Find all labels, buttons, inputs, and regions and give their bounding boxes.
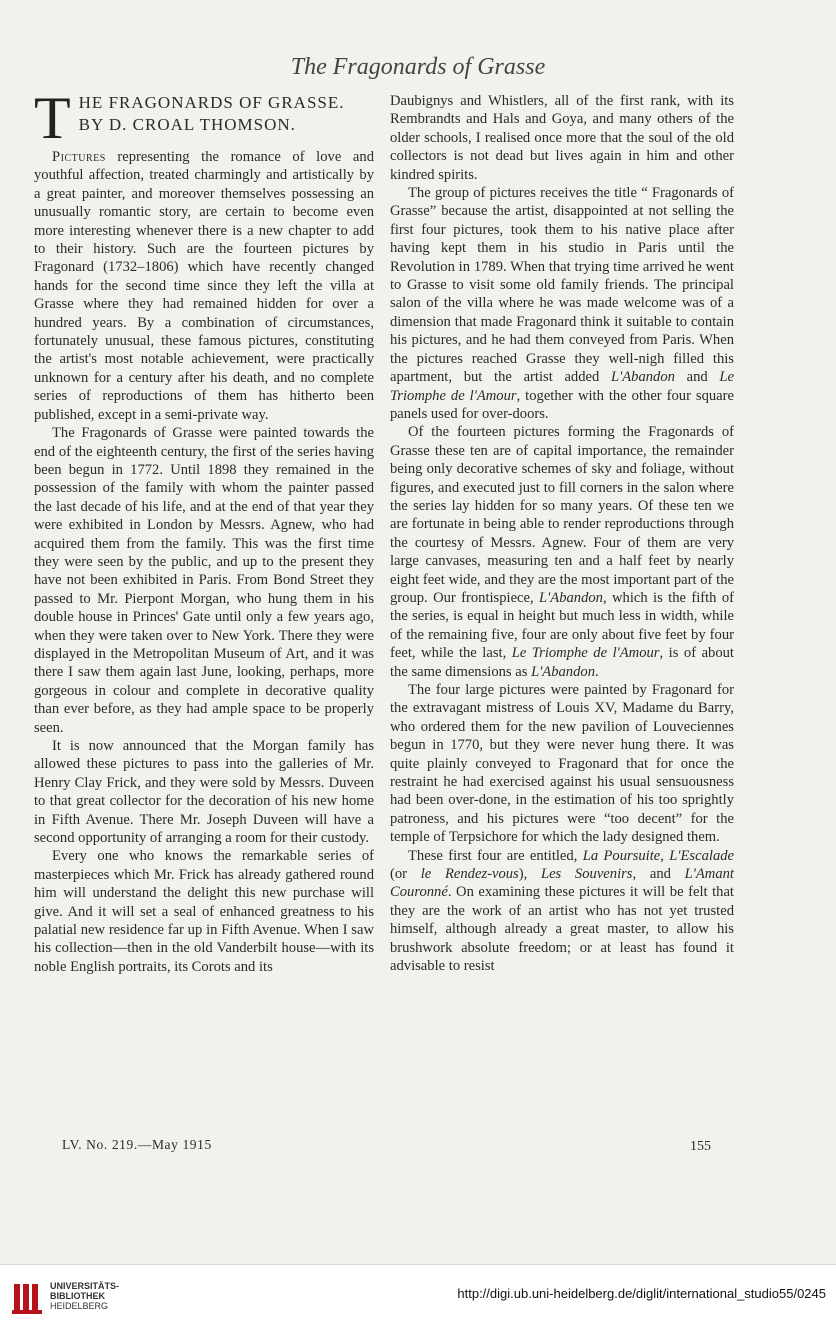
drop-cap: T: [34, 85, 71, 151]
source-url-link[interactable]: http://digi.ub.uni-heidelberg.de/diglit/international_studio55/0245: [457, 1286, 826, 1301]
paragraph: [34, 148, 374, 424]
title-italic: Les Souvenirs: [540, 866, 633, 883]
title-italic: Le Triomphe de l'Amour: [511, 645, 660, 662]
right-column: [390, 92, 734, 976]
library-logo-icon: [12, 1280, 42, 1316]
paragraph-text: The group of pictures receives the title “ Fragonards of Grasse” because the artist, disappointed at not selling the first four pictures, took them to his native place after having kept them in his studio in Paris until the Revolution in 1789. When that trying time arrived he went to Grasse to visit some old family friends. The principal salon of the villa where he was made welcome was of a dimension that made Fragonard think it suitable to contain his pictures, and he had them conveyed from Paris. When the pictures reached Grasse they well-nigh filled this apartment, but the artist added: [390, 185, 734, 386]
paragraph: These first four are entitled, La Poursuite, L'Escalade (or le Rendez-vous), Les Souvenirs, and L'Amant Couronné. On examining these pictures it will be felt that they are the work of an artist who has not yet trusted himself, although already a great master, to allow his brushwork absolute freedom; or at least has found it advisable to resist: [390, 847, 735, 975]
paragraph-text: representing the romance of love and youthful affection, treated charmingly and artistically by a great painter, and moreover themselves possessing an unusually romantic story, are certain to become even more interesting whenever there is a new chapter to add to their history. Such are the fourteen pictures by Fragonard (1732–1806) which have recently changed hands for the second time since they left the villa at Grasse where they had remained hidden for over a hundred years. By a combination of circumstances, fortunately unusual, these famous pictures, constituting the artist's most notable achievement, were practically unknown for a century after his death, and no complete series of reproductions of them has hitherto been published, except in a semi-private way.: [34, 149, 374, 423]
left-column: [34, 85, 374, 976]
article-byline: BY D. CROAL THOMSON.: [78, 115, 296, 134]
title-italic: le Rendez-vous: [420, 866, 519, 883]
title-italic: La Poursuite: [582, 847, 661, 864]
library-line: HEIDELBERG: [50, 1301, 109, 1311]
library-name: [50, 1281, 119, 1311]
paragraph: Every one who knows the remarkable series of masterpieces which Mr. Frick has already gathered round him will understand the delight this new purchase will give. And it will set a seal of enhanced greatness to his palatial new residence far up in Fifth Avenue. When I saw his collection—then in the old Vanderbilt house—with its noble English portraits, its Corots and its: [34, 848, 374, 975]
paragraph-text: , which is the fifth of the series, is equal in height but much less in width, while of the remaining five, four are only about five feet by four feet, while the last,: [390, 589, 734, 662]
footer-bar: [0, 1264, 836, 1332]
paragraph: The Fragonards of Grasse were painted towards the end of the eighteenth century, the first of the series having been begun in 1772. Until 1898 they remained in the possession of the family with whom the painter passed the last decade of his life, and at the end of that year they were exhibited in London by Messrs. Agnew, who had acquired them from the family. This was the first time they were seen by the public, and up to the present they have not been exhibited in Paris. From Bond Street they passed to Mr. Pierpont Morgan, who hung them in his double house in Princes' Gate until only a few years ago, when they were taken over to New York. There they were displayed in the Metropolitan Museum of Art, and it was there I saw them again last June, looking, perhaps, more gorgeous in colour and complete in decorative quality than ever before, as they had ample space to be properly seen.: [34, 425, 374, 736]
title-italic: L'Amant Couronné: [390, 866, 734, 901]
lead-word: Pictures: [52, 149, 106, 165]
title-italic: L'Abandon: [611, 369, 675, 386]
paragraph-text: ),: [518, 866, 541, 883]
running-title: The Fragonards of Grasse: [290, 54, 546, 80]
library-line: BIBLIOTHEK: [50, 1291, 105, 1301]
paragraph-text: (or: [390, 866, 421, 883]
paragraph-text: Of the fourteen pictures forming the Fragonards of Grasse these ten are of capital importance, the remainder being only decorative schemes of sky and foliage, without figures, and executed just to fill corners in the salon where the series lay hidden for so many years. Of these ten we are fortunate in being able to render reproductions through the courtesy of Messrs. Agnew. Four of them are very large canvases, measuring ten and a half feet by nearly eight feet wide, and they are the most important part of the group. Our frontispiece,: [390, 424, 734, 606]
paragraph-text: , is of about the same dimensions as: [390, 645, 734, 680]
paragraph-text: These first four are entitled,: [408, 847, 578, 864]
folio-line: LV. No. 219.—May 1915: [62, 1137, 212, 1152]
paragraph-text: .: [595, 663, 599, 680]
paragraph: [390, 423, 734, 681]
title-italic: L'Escalade: [669, 847, 735, 864]
title-italic: L'Abandon: [531, 663, 595, 680]
paragraph: [390, 184, 734, 423]
title-italic: Le Triomphe de l'Amour: [390, 369, 734, 404]
title-italic: L'Abandon: [539, 589, 603, 606]
article-title: HE FRAGONARDS OF GRASSE.: [78, 93, 345, 112]
library-line: UNIVERSITÄTS-: [50, 1281, 120, 1291]
paragraph: Daubignys and Whistlers, all of the first rank, with its Rembrandts and Hals and Goya, and many others of the older schools, I realised once more that the soul of the old collectors is not dead but lives again in him and other kindred spirits.: [390, 93, 734, 183]
paragraph-text: and: [674, 369, 720, 386]
paragraph-text: , together with the other four square panels used for over-doors.: [390, 387, 734, 422]
paragraph: It is now announced that the Morgan family has allowed these pictures to pass into the galleries of Mr. Henry Clay Frick, and they were sold by Messrs. Duveen to that great collector for the decoration of his new home in Fifth Avenue. There Mr. Joseph Duveen will have a second opportunity of arranging a room for their custody.: [34, 738, 374, 847]
paragraph-text: , and: [632, 866, 685, 883]
paragraph: The four large pictures were painted by Fragonard for the extravagant mistress of Louis XV, Madame du Barry, who ordered them for the new pavilion of Louveciennes begun in 1770, but they were never hung there. It was quite plainly conveyed to Fragonard that for once the restraint he had exercised against his usual sensuousness had been over-done, in the estimation of his too sprightly patroness, and his pictures were “too decent” for the temple of Terpsichore for which the lady designed them.: [390, 682, 734, 846]
page-number: 155: [690, 1139, 711, 1154]
paragraph-text: . On examining these pictures it will be felt that they are the work of an artist who has not yet trusted himself, although already a great master, to allow his brushwork absolute freedom; or at least has found it advisable to resist: [390, 884, 734, 975]
